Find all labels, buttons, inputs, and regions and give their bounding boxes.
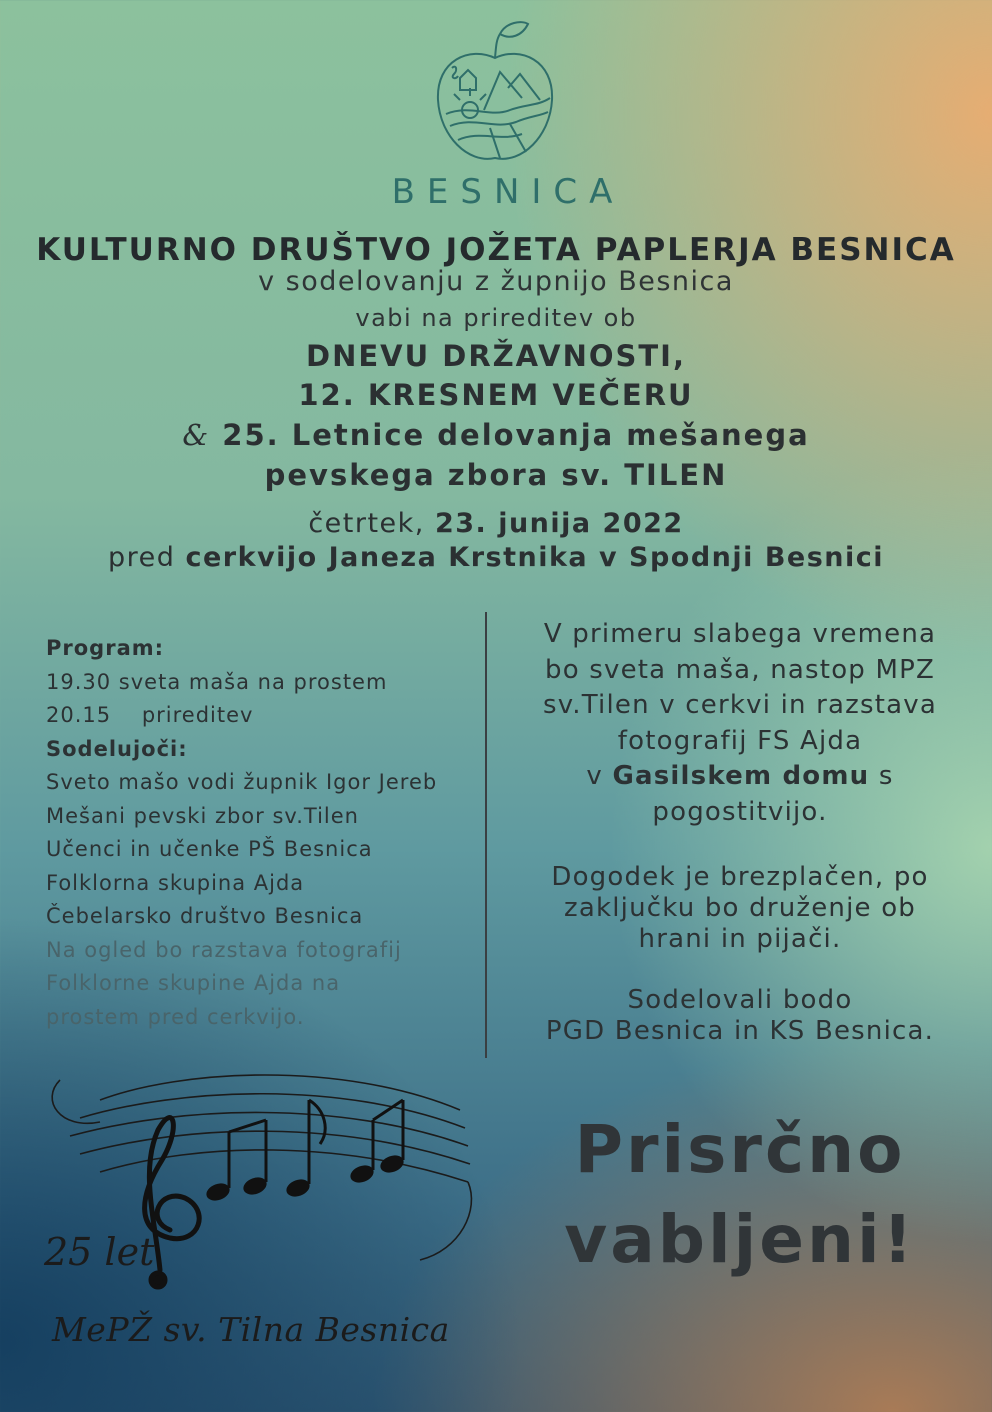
place-value: cerkvijo Janeza Krstnika v Spodnji Besnici [185, 542, 885, 573]
rain-line: bo sveta maša, nastop MPZ [544, 654, 935, 685]
participants-heading: Sodelujoči: [46, 736, 188, 761]
welcome-line-1: Prisrčno [574, 1111, 906, 1188]
participant-item: Učenci in učenke PŠ Besnica [46, 837, 373, 861]
collab-line: PGD Besnica in KS Besnica. [545, 1016, 935, 1046]
rain-line: fotografij FS Ajda [617, 725, 863, 756]
organization-title: KULTURNO DRUŠTVO JOŽETA PAPLERJA BESNICA [36, 232, 956, 268]
event-title-line-2: 12. KRESNEM VEČERU [298, 378, 694, 412]
program-section [46, 632, 486, 1034]
ampersand: & [182, 418, 211, 452]
welcome-line-2: vabljeni! [564, 1201, 916, 1278]
choir-years: 25 let [44, 1230, 155, 1274]
event-title-line-1: DNEVU DRŽAVNOSTI, [306, 339, 686, 373]
choir-name: MePŽ sv. Tilna Besnica [52, 1310, 450, 1349]
place-prefix: pred [107, 542, 176, 573]
event-day: četrtek, [308, 508, 425, 539]
event-date [0, 508, 992, 539]
program-heading: Program: [46, 636, 165, 660]
collaborators-notice [510, 985, 970, 1047]
venue-name: Gasilskem domu [612, 761, 870, 791]
collab-line: Sodelovali bodo [627, 985, 853, 1015]
besnica-apple-logo-icon [430, 18, 560, 168]
event-date-value: 23. junija 2022 [434, 508, 684, 539]
participant-item: Folklorna skupina Ajda [46, 870, 305, 895]
participant-item: Čebelarsko društvo Besnica [46, 904, 364, 928]
program-item: 20.15 prireditev [46, 703, 254, 727]
exhibition-line: prostem pred cerkvijo. [46, 1004, 305, 1029]
cooperation-line: v sodelovanju z župnijo Besnica [258, 266, 734, 297]
anniversary-text: 25. Letnice delovanja mešanega [222, 418, 810, 452]
column-divider [485, 612, 487, 1058]
rain-line: pogostitvijo. [652, 796, 828, 827]
program-item: 19.30 sveta maša na prostem [46, 669, 388, 694]
exhibition-line: Na ogled bo razstava fotografij [46, 937, 402, 962]
participant-item: Sveto mašo vodi župnik Igor Jereb [46, 770, 438, 794]
rain-line: s [878, 761, 894, 791]
free-event-notice [510, 862, 970, 955]
event-place [0, 542, 992, 573]
info-section [510, 617, 970, 1047]
participant-item: Mešani pevski zbor sv.Tilen [46, 803, 359, 828]
event-title-line-3 [0, 418, 992, 452]
welcome-message [520, 1105, 960, 1285]
free-line: Dogodek je brezplačen, po [551, 862, 929, 892]
brand-name: BESNICA [391, 172, 625, 212]
rain-notice [510, 617, 970, 830]
free-line: hrani in pijači. [638, 924, 842, 954]
event-title-line-4: pevskega zbora sv. TILEN [264, 458, 728, 492]
free-line: zaključku bo druženje ob [563, 893, 917, 923]
rain-line: V primeru slabega vremena [543, 619, 937, 649]
rain-line: sv.Tilen v cerkvi in razstava [542, 690, 938, 720]
invite-line: vabi na prireditev ob [355, 304, 637, 332]
exhibition-line: Folklorne skupine Ajda na [46, 971, 341, 995]
rain-line: v [586, 761, 603, 791]
